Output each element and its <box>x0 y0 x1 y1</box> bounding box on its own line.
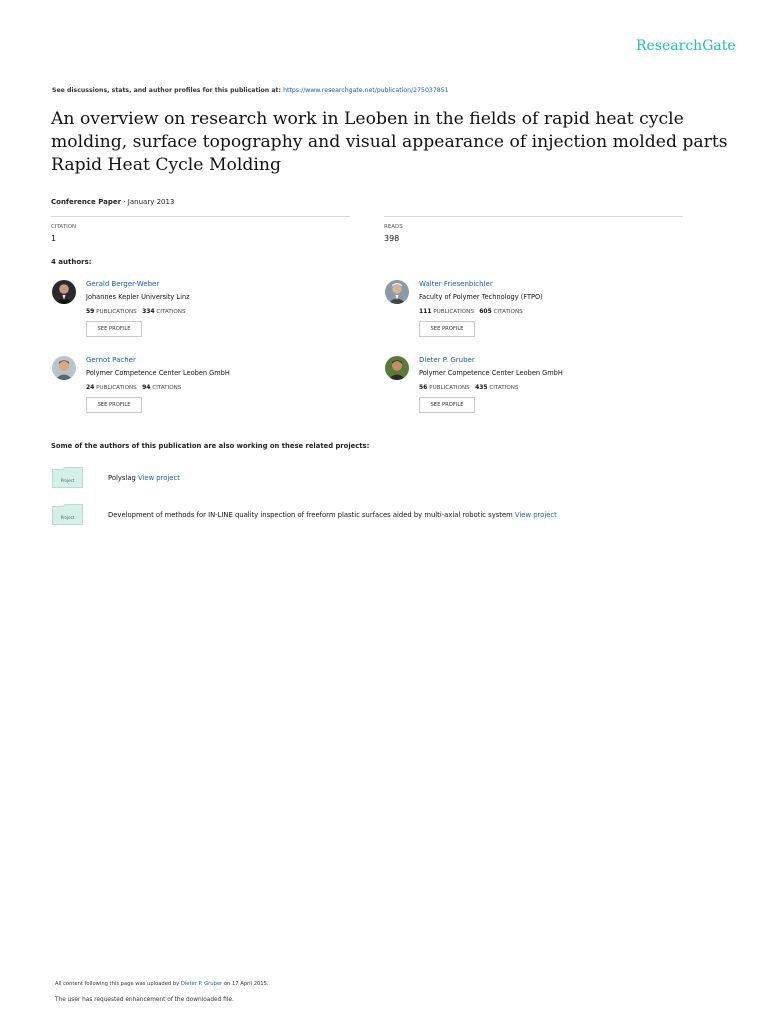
divider <box>384 216 683 217</box>
project-name: Development of methods for IN-LINE quality inspection of freeform plastic surfaces aided by multi-axial robotic system <box>108 511 515 519</box>
author-name-link[interactable]: Gernot Pacher <box>86 356 136 364</box>
upload-prefix: All content following this page was uploaded by <box>55 981 181 987</box>
publication-url-link[interactable]: https://www.researchgate.net/publication/275037851 <box>283 87 449 94</box>
author-avatar[interactable] <box>385 356 409 380</box>
folder-label: Project <box>60 478 75 483</box>
uploader-link[interactable]: Dieter P. Gruber <box>180 981 223 987</box>
citation-label: CITATION <box>51 224 77 230</box>
title-line: An overview on research work in Leoben in the fields of rapid heat cycle <box>51 109 684 129</box>
publications-label: PUBLICATIONS <box>433 309 474 315</box>
conference-info <box>51 198 174 206</box>
citations-count: 334 <box>142 308 155 315</box>
author-name-link[interactable]: Gerald Berger-Weber <box>86 280 160 288</box>
researchgate-logo[interactable]: ResearchGate <box>636 38 736 54</box>
citations-label: CITATIONS <box>489 385 519 391</box>
see-profile-button[interactable]: SEE PROFILE <box>86 321 142 337</box>
citations-label: CITATIONS <box>156 309 186 315</box>
view-project-link[interactable]: View project <box>514 511 557 519</box>
folder-label: Project <box>60 515 75 520</box>
see-profile-button[interactable]: SEE PROFILE <box>86 397 142 413</box>
author-stats <box>86 308 186 315</box>
reads-count: 398 <box>384 234 400 243</box>
see-profile-button[interactable]: SEE PROFILE <box>419 321 475 337</box>
divider <box>51 216 350 217</box>
publications-count: 59 <box>86 308 95 315</box>
citations-count: 605 <box>479 308 492 315</box>
enhancement-note: The user has requested enhancement of the downloaded file. <box>55 997 234 1003</box>
author-avatar[interactable] <box>52 356 76 380</box>
publication-title <box>51 108 741 177</box>
project-text <box>108 474 180 482</box>
author-name-link[interactable]: Dieter P. Gruber <box>419 356 475 364</box>
title-line: Rapid Heat Cycle Molding <box>51 155 281 175</box>
citations-count: 435 <box>475 384 488 391</box>
publication-date: · January 2013 <box>121 198 175 206</box>
citations-count: 94 <box>142 384 151 391</box>
author-institution: Polymer Competence Center Leoben GmbH <box>419 369 563 377</box>
upload-note <box>55 981 269 987</box>
avatar-icon <box>385 280 409 304</box>
avatar-icon <box>52 280 76 304</box>
author-stats <box>86 384 181 391</box>
citation-count: 1 <box>51 234 57 243</box>
top-note <box>52 87 449 94</box>
author-institution: Johannes Kepler University Linz <box>86 293 190 301</box>
author-avatar[interactable] <box>385 280 409 304</box>
author-institution: Polymer Competence Center Leoben GmbH <box>86 369 230 377</box>
author-stats <box>419 308 523 315</box>
publications-label: PUBLICATIONS <box>96 309 137 315</box>
authors-heading: 4 authors: <box>51 258 92 266</box>
project-folder-icon <box>52 467 83 488</box>
publication-type: Conference Paper <box>51 198 122 206</box>
see-profile-button[interactable]: SEE PROFILE <box>419 397 475 413</box>
publications-label: PUBLICATIONS <box>429 385 470 391</box>
publications-count: 56 <box>419 384 428 391</box>
publications-count: 111 <box>419 308 432 315</box>
project-text <box>108 511 557 519</box>
related-projects-heading: Some of the authors of this publication are also working on these related projects: <box>51 442 370 450</box>
citations-label: CITATIONS <box>493 309 523 315</box>
publications-label: PUBLICATIONS <box>96 385 137 391</box>
project-name: Polyslag <box>108 474 138 482</box>
publications-count: 24 <box>86 384 95 391</box>
title-line: molding, surface topography and visual appearance of injection molded parts <box>51 132 728 152</box>
author-stats <box>419 384 519 391</box>
avatar-icon <box>52 356 76 380</box>
top-note-text: See discussions, stats, and author profiles for this publication at: <box>52 87 284 94</box>
reads-label: READS <box>384 224 403 230</box>
upload-suffix: on 17 April 2015. <box>222 981 269 987</box>
author-avatar[interactable] <box>52 280 76 304</box>
project-folder-icon <box>52 504 83 525</box>
author-name-link[interactable]: Walter Friesenbichler <box>419 280 493 288</box>
author-institution: Faculty of Polymer Technology (FTPO) <box>419 293 543 301</box>
citations-label: CITATIONS <box>152 385 182 391</box>
avatar-icon <box>385 356 409 380</box>
view-project-link[interactable]: View project <box>138 474 180 482</box>
